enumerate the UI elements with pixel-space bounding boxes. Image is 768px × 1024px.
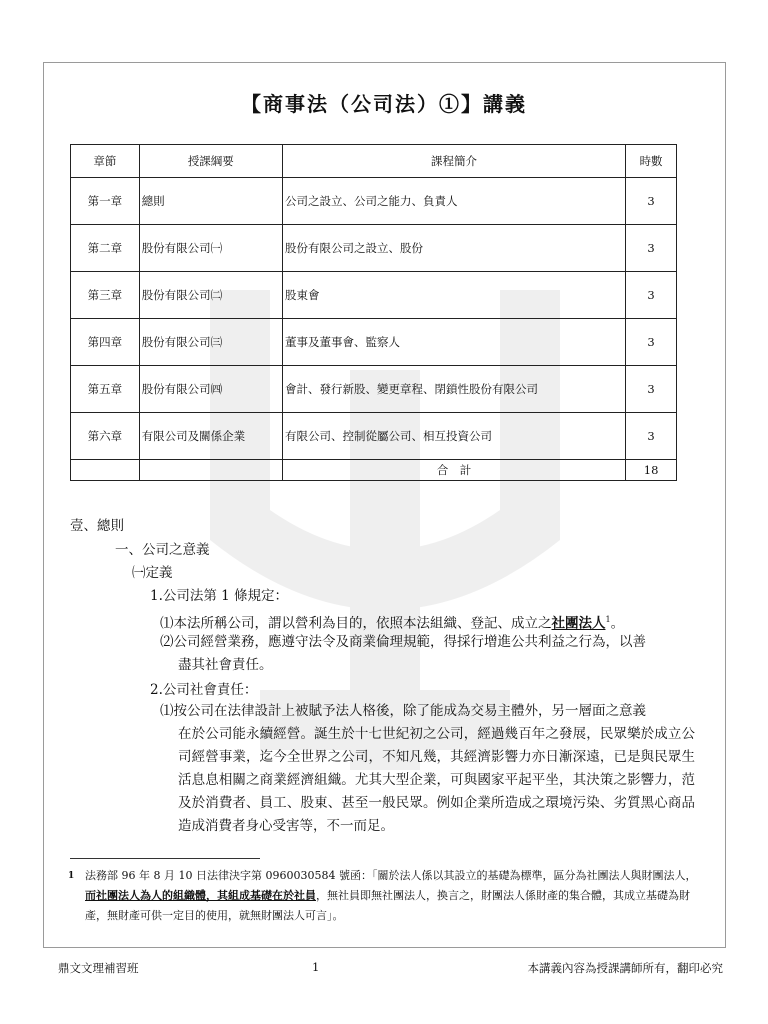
cell-hours: 3 [626,366,677,413]
cell-intro: 董事及董事會、監察人 [282,319,625,366]
footnote-divider [70,858,260,859]
table-header-row [71,145,677,178]
cell-intro: 公司之設立、公司之能力、負責人 [282,178,625,225]
paragraph-3-continuation: 在於公司能永續經營。誕生於十七世紀初之公司，經過幾百年之發展，民眾樂於成立公司經營事業，迄今全世界之公司，不知凡幾，其經濟影響力亦日漸深遠，已是與民眾生活息息相關之商業經濟組織。尤其大型企業，可與國家平起平坐，其決策之影響力，范及於消費者、員工、股東、甚至一般民眾。例如企業所造成之環境污染、劣質黑心商品造成消費者身心受害等，不一而足。 [178,726,695,834]
table-row [71,272,677,319]
header-intro: 課程簡介 [282,145,625,178]
legal-term: 社團法人 [551,615,606,632]
cell-hours: 3 [626,319,677,366]
cell-intro: 有限公司、控制從屬公司、相互投資公司 [282,413,625,460]
cell-outline: 總則 [139,178,282,225]
cell-chapter: 第二章 [71,225,140,272]
cell-chapter: 第六章 [71,413,140,460]
total-label: 合 計 [282,460,625,481]
cell-hours: 3 [626,272,677,319]
total-hours: 18 [626,460,677,481]
paragraph-2-continuation: 盡其社會責任。 [178,657,273,673]
footnote-text-start: 法務部 96 年 8 月 10 日法律決字第 0960030584 號函：「關於法人係以其設立的基礎為標準，區分為社團法人與財團法人， [85,869,697,882]
paragraph-2 [160,631,695,677]
item-heading: 2.公司社會責任： [150,682,258,698]
header-hours: 時數 [626,145,677,178]
document-title: 【商事法（公司法）①】講義 [241,92,527,116]
paragraph-2-first-line: ⑵公司經營業務，應遵守法令及商業倫理規範，得採行增進公共利益之行為，以善 [160,634,646,650]
paragraph-3-first-line: ⑴按公司在法律設計上被賦予法人格後，除了能成為交易主體外，另一層面之意義 [160,703,646,719]
cell-hours: 3 [626,178,677,225]
header-chapter: 章節 [71,145,140,178]
cell-chapter: 第五章 [71,366,140,413]
cell-empty [139,460,282,481]
table-row [71,178,677,225]
cell-hours: 3 [626,225,677,272]
page-number: 1 [312,960,320,974]
paragraph-1-text: ⑴本法所稱公司，謂以營利為目的，依照本法組織、登記、成立之 [160,615,552,632]
section-heading: 壹、總則 [70,518,124,534]
footnote-text-end: ，無社員即無社團法人，換言之，財團法人係財產的集合體，其成立基礎為財產，無財產可供一定目的使用，就無財團法人可言」。 [85,889,690,922]
syllabus-table [70,144,677,481]
cell-empty [71,460,140,481]
header-outline: 授課綱要 [139,145,282,178]
cell-chapter: 第三章 [71,272,140,319]
table-row [71,366,677,413]
cell-intro: 會計、發行新股、變更章程、閉鎖性股份有限公司 [282,366,625,413]
cell-hours: 3 [626,413,677,460]
table-row [71,225,677,272]
cell-outline: 股份有限公司㈠ [139,225,282,272]
cell-intro: 股東會 [282,272,625,319]
cell-outline: 股份有限公司㈢ [139,319,282,366]
cell-chapter: 第四章 [71,319,140,366]
footnote-text [68,866,698,926]
paragraph-1-end: 。 [610,615,625,632]
footnote-emphasis: 而社團法人為人的組織體，其組成基礎在於社員 [85,889,316,902]
table-row [71,413,677,460]
cell-chapter: 第一章 [71,178,140,225]
cell-intro: 股份有限公司之設立、股份 [282,225,625,272]
footnote [68,866,698,926]
footnote-ref[interactable]: 1 [605,615,611,624]
paragraph-3 [160,700,695,838]
table-row [71,319,677,366]
cell-outline: 股份有限公司㈡ [139,272,282,319]
subsection-heading: 一、公司之意義 [115,542,210,558]
footnote-mark: 1 [68,871,75,881]
table-total-row [71,460,677,481]
footer-publisher: 鼎文文理補習班 [58,961,139,975]
cell-outline: 有限公司及關係企業 [139,413,282,460]
definition-heading: ㈠定義 [132,565,173,581]
cell-outline: 股份有限公司㈣ [139,366,282,413]
footer-copyright: 本講義內容為授課講師所有，翻印必究 [527,961,723,975]
item-heading: 1.公司法第 1 條規定： [150,588,289,604]
